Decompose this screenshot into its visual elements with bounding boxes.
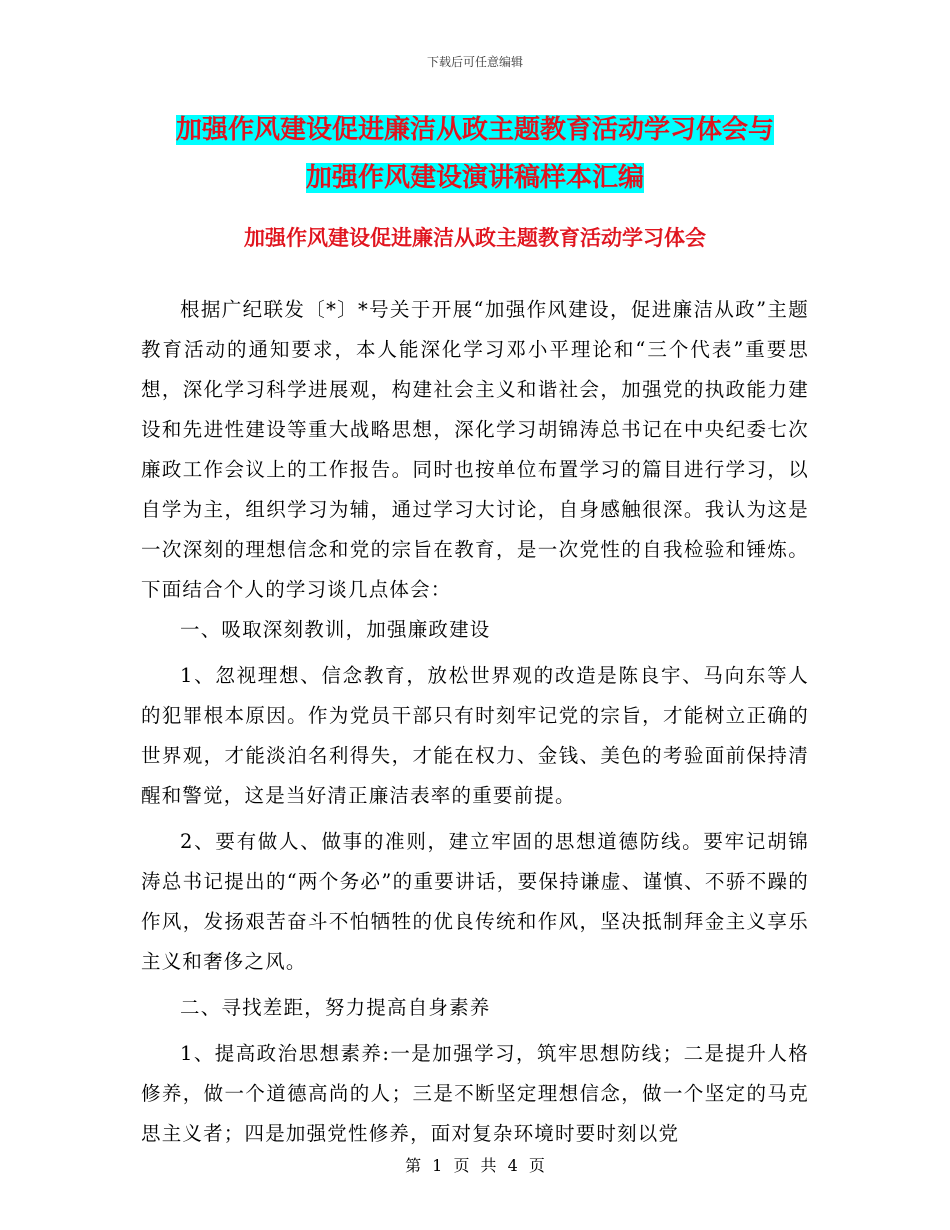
subheading-one: 一、吸取深刻教训，加强廉政建设: [180, 618, 491, 641]
paragraph-point-1: 1、忽视理想、信念教育，放松世界观的改造是陈良宇、马向东等人的犯罪根本原因。作为党员干部只有时刻牢记党的宗旨，才能树立正确的世界观，才能淡泊名利得失，才能在权力、金钱、美色的考验面前保持清醒和警觉，这是当好清正廉洁表率的重要前提。: [141, 664, 809, 807]
paragraph-point-2: 2、要有做人、做事的准则，建立牢固的思想道德防线。要牢记胡锦涛总书记提出的“两个务必”的重要讲话，要保持谦虚、谨慎、不骄不躁的作风，发扬艰苦奋斗不怕牺牲的优良传统和作风，坚决抵制拜金主义享乐主义和奢侈之风。: [141, 830, 809, 973]
paragraph-intro: 根据广纪联发〔*〕*号关于开展“加强作风建设，促进廉洁从政”主题教育活动的通知要求，本人能深化学习邓小平理论和“三个代表”重要思想，深化学习科学进展观，构建社会主义和谐社会，加强党的执政能力建设和先进性建设等重大战略思想，深化学习胡锦涛总书记在中央纪委七次廉政工作会议上的工作报告。同时也按单位布置学习的篇目进行学习，以自学为主，组织学习为辅，通过学习大讨论，自身感触很深。我认为这是一次深刻的理想信念和党的宗旨在教育，是一次党性的自我检验和锤炼。下面结合个人的学习谈几点体会：: [141, 298, 809, 601]
subheading-two: 二、寻找差距，努力提高自身素养: [180, 996, 491, 1019]
document-title: [150, 106, 800, 202]
document-title-line-2: 加强作风建设演讲稿样本汇编: [305, 163, 644, 193]
document-body: [141, 290, 809, 1154]
page-footer: 第 1 页 共 4 页: [405, 1156, 545, 1175]
section-heading: 加强作风建设促进廉洁从政主题教育活动学习体会: [244, 226, 706, 250]
page-header-note: 下载后可任意编辑: [426, 55, 523, 69]
document-title-line-1: 加强作风建设促进廉洁从政主题教育活动学习体会与: [175, 115, 774, 145]
paragraph-point-3: 1、提高政治思想素养:一是加强学习，筑牢思想防线；二是提升人格修养，做一个道德高尚的人；三是不断坚定理想信念，做一个坚定的马克思主义者；四是加强党性修养，面对复杂环境时要时刻以党: [141, 1042, 809, 1145]
